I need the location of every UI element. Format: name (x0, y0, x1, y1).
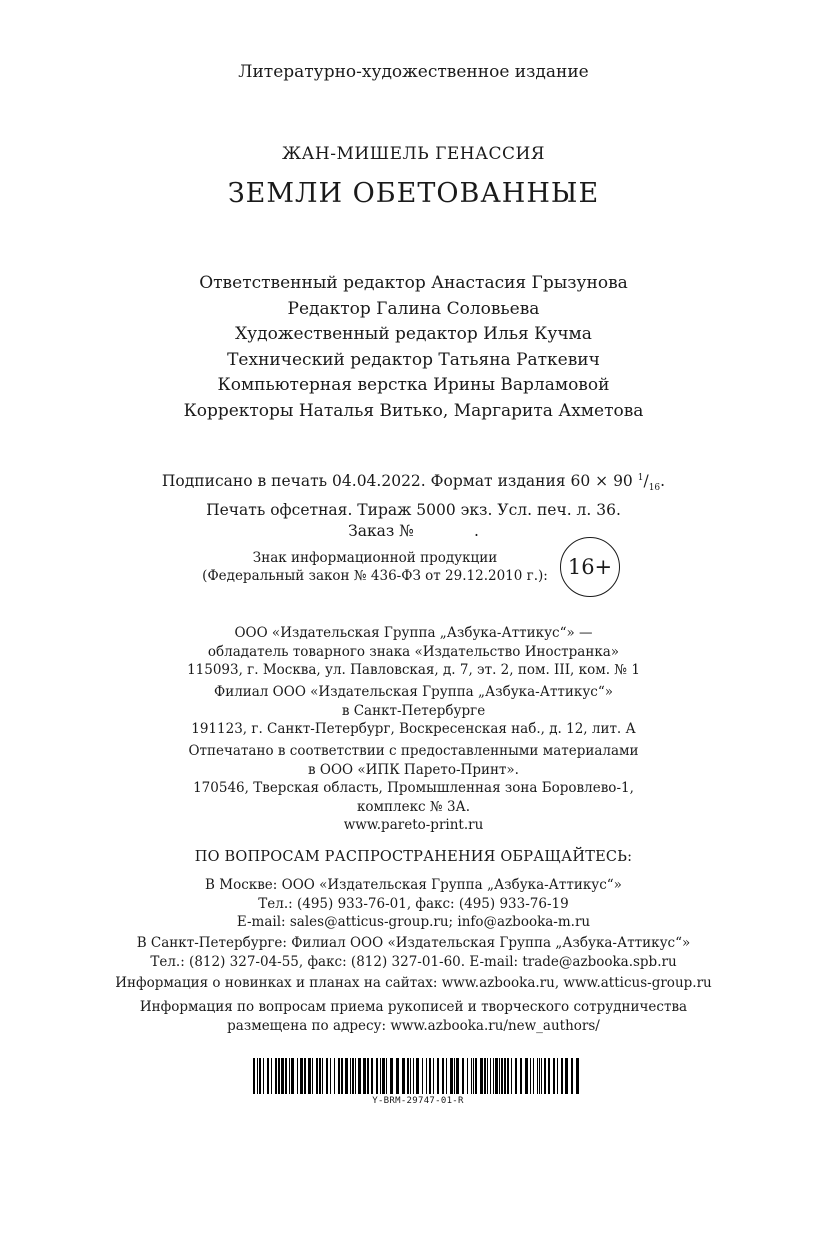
staff-line: Корректоры Наталья Витько, Маргарита Ахметова (183, 400, 644, 421)
publisher-main (0, 624, 827, 680)
book-title: ЗЕМЛИ ОБЕТОВАННЫЕ (227, 178, 600, 209)
spb-line: Тел.: (812) 327-04-55, факс: (812) 327-01-60. E-mail: trade@azbooka.spb.ru (150, 953, 677, 970)
publisher-line: ООО «Издательская Группа „Азбука-Аттикус“» — (234, 625, 593, 641)
staff-line: Компьютерная верстка Ирины Варламовой (217, 375, 610, 395)
manuscripts-info (0, 998, 827, 1035)
age-rating-notice (200, 549, 550, 585)
fraction-denominator: 16 (648, 483, 661, 494)
spb-line: В Санкт-Петербурге: Филиал ООО «Издательская Группа „Азбука-Аттикус“» (136, 935, 691, 951)
editorial-staff (0, 271, 827, 424)
staff-line: Ответственный редактор Анастасия Грызунова (199, 273, 628, 293)
order-label: Заказ № (348, 522, 414, 541)
staff-line: Редактор Галина Соловьева (287, 298, 540, 319)
distribution-heading: ПО ВОПРОСАМ РАСПРОСТРАНЕНИЯ ОБРАЩАЙТЕСЬ: (194, 849, 633, 865)
order-period: . (473, 522, 479, 541)
fraction-numerator: 1 (637, 473, 644, 483)
staff-line: Художественный редактор Илья Кучма (235, 324, 592, 344)
rating-line: Знак информационной продукции (252, 550, 498, 566)
publisher-branch (0, 683, 827, 739)
barcode-code: Y-BRM-29747-01-R (372, 1096, 464, 1106)
printing-line-order (0, 521, 827, 543)
printer-info (0, 742, 827, 835)
author-name: ЖАН-МИШЕЛЬ ГЕНАССИЯ (281, 144, 546, 164)
format-period: . (660, 472, 666, 491)
barcode (253, 1058, 583, 1118)
fraction-slash: / (643, 472, 649, 491)
distribution-sites: Информация о новинках и планах на сайтах: www.azbooka.ru, www.atticus-group.ru (115, 975, 712, 991)
format-text: Подписано в печать 04.04.2022. Формат издания 60 × 90 (161, 472, 633, 491)
printer-line: 170546, Тверская область, Промышленная зона Боровлево-1, (193, 780, 634, 796)
manuscripts-line: размещена по адресу: www.azbooka.ru/new_authors/ (227, 1017, 600, 1034)
branch-line: 191123, г. Санкт-Петербург, Воскресенская наб., д. 12, лит. А (191, 721, 636, 737)
manuscripts-line: Информация по вопросам приема рукописей и творческого сотрудничества (139, 999, 688, 1015)
branch-line: в Санкт-Петербурге (341, 702, 486, 719)
publisher-line: обладатель товарного знака «Издательство Иностранка» (207, 643, 620, 660)
publisher-line: 115093, г. Москва, ул. Павловская, д. 7, эт. 2, пом. III, ком. № 1 (187, 662, 640, 678)
age-rating-badge: 16+ (560, 537, 620, 597)
printing-line-run: Печать офсетная. Тираж 5000 экз. Усл. печ. л. 36. (206, 500, 621, 519)
genre-label: Литературно-художественное издание (238, 62, 589, 82)
distribution-moscow (0, 876, 827, 932)
moscow-line: E-mail: sales@atticus-group.ru; info@azbooka-m.ru (236, 914, 591, 930)
rating-line: (Федеральный закон № 436-ФЗ от 29.12.2010 г.): (202, 568, 548, 584)
printer-line: комплекс № 3А. (356, 798, 471, 815)
printing-info (0, 468, 827, 543)
format-fraction (637, 472, 661, 494)
moscow-line: В Москве: ООО «Издательская Группа „Азбука-Аттикус“» (205, 877, 622, 893)
printer-url: www.pareto-print.ru (343, 817, 484, 833)
moscow-line: Тел.: (495) 933-76-01, факс: (495) 933-76-19 (258, 895, 569, 912)
branch-line: Филиал ООО «Издательская Группа „Азбука-Аттикус“» (213, 684, 613, 700)
printer-line: Отпечатано в соответствии с предоставленными материалами (188, 743, 639, 759)
distribution-spb (0, 934, 827, 971)
barcode-bars (253, 1058, 583, 1094)
printing-line-format (0, 468, 827, 500)
staff-line: Технический редактор Татьяна Раткевич (227, 349, 600, 370)
printer-line: в ООО «ИПК Парето-Принт». (308, 761, 519, 778)
